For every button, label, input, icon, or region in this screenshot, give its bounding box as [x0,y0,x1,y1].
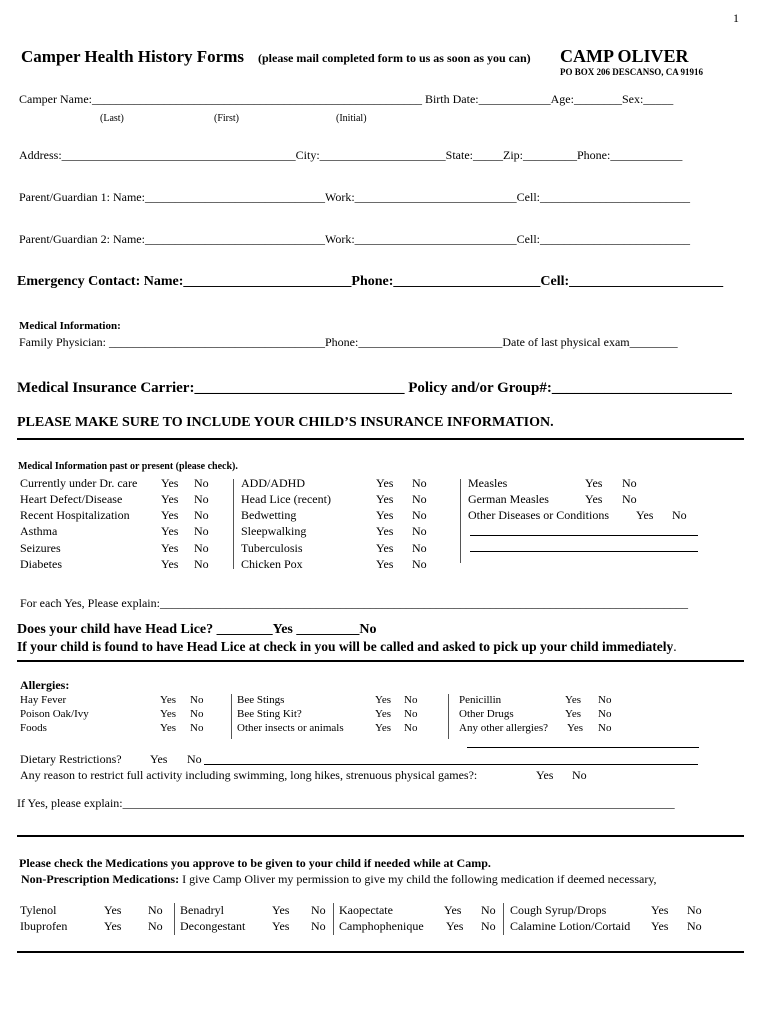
form-subtitle: (please mail completed form to us as soon as you can) [258,51,531,65]
yes-option[interactable]: Yes [636,508,654,522]
no-option[interactable]: No [481,919,496,933]
head-lice-question[interactable]: Does your child have Head Lice? ________Yes _________No [17,622,377,637]
allergy-label: Other Drugs [459,708,514,720]
yes-option[interactable]: Yes [376,492,394,506]
yes-option[interactable]: Yes [585,476,603,490]
no-option[interactable]: No [194,476,209,490]
no-option[interactable]: No [672,508,687,522]
other-condition-blank[interactable] [470,535,698,536]
non-prescription-note: Non-Prescription Medications: I give Camp Oliver my permission to give my child the following medication if deemed necessary, [21,872,657,886]
no-option[interactable]: No [187,752,202,766]
camp-name: CAMP OLIVER [560,46,689,66]
history-label: Asthma [20,524,58,538]
no-option[interactable]: No [404,694,418,706]
yes-option[interactable]: Yes [536,768,554,782]
yes-option[interactable]: Yes [272,919,290,933]
other-condition-blank[interactable] [470,551,698,552]
allergy-label: Bee Stings [237,694,285,706]
history-label: Diabetes [20,557,62,571]
history-heading: Medical Information past or present (please check). [18,461,238,472]
medication-label: Camphophenique [339,919,424,933]
no-option[interactable]: No [311,919,326,933]
insurance-field[interactable]: Medical Insurance Carrier:____________________________ Policy and/or Group#:________________________ [17,380,732,396]
no-option[interactable]: No [481,903,496,917]
yes-option[interactable]: Yes [161,508,179,522]
sub-initial-label: (Initial) [336,113,367,124]
no-option[interactable]: No [404,708,418,720]
allergy-label: Poison Oak/Ivy [20,708,89,720]
yes-option[interactable]: Yes [446,919,464,933]
history-explain-field[interactable]: For each Yes, Please explain:________________________________________________________________________________________ [20,596,688,610]
no-option[interactable]: No [148,903,163,917]
restrict-activity-question: Any reason to restrict full activity including swimming, long hikes, strenuous physical games?: [20,768,478,782]
allergy-label: Other insects or animals [237,722,344,734]
no-option[interactable]: No [412,541,427,555]
allergy-label: Penicillin [459,694,502,706]
medication-label: Calamine Lotion/Cortaid [510,919,631,933]
yes-option[interactable]: Yes [160,708,177,720]
no-option[interactable]: No [622,476,637,490]
history-label: Recent Hospitalization [20,508,130,522]
column-divider [448,694,449,739]
page-number: 1 [733,11,739,25]
sub-first-label: (First) [214,113,239,124]
history-label: Bedwetting [241,508,297,522]
yes-option[interactable]: Yes [375,694,392,706]
no-option[interactable]: No [194,557,209,571]
allergies-heading: Allergies: [20,678,70,692]
divider [17,438,744,440]
history-label: Measles [468,476,508,490]
parent1-field[interactable]: Parent/Guardian 1: Name:______________________________Work:___________________________Cell:_________________________ [19,190,690,204]
yes-option[interactable]: Yes [375,708,392,720]
yes-option[interactable]: Yes [150,752,168,766]
yes-option[interactable]: Yes [565,708,582,720]
yes-option[interactable]: Yes [272,903,290,917]
yes-option[interactable]: Yes [104,919,122,933]
no-option[interactable]: No [190,708,204,720]
medication-label: Kaopectate [339,903,393,917]
sub-last-label: (Last) [100,113,124,124]
no-option[interactable]: No [412,557,427,571]
other-allergies-blank[interactable] [467,747,699,748]
history-label: Other Diseases or Conditions [468,508,609,522]
no-option[interactable]: No [311,903,326,917]
insurance-notice: PLEASE MAKE SURE TO INCLUDE YOUR CHILD’S INSURANCE INFORMATION. [17,415,554,430]
camp-address: PO BOX 206 DESCANSO, CA 91916 [560,67,704,77]
no-option[interactable]: No [687,903,702,917]
yes-option[interactable]: Yes [161,476,179,490]
medication-label: Cough Syrup/Drops [510,903,607,917]
if-yes-explain-field[interactable]: If Yes, please explain:____________________________________________________________________________________________ [17,796,675,810]
allergy-label: Foods [20,722,47,734]
no-option[interactable]: No [148,919,163,933]
column-divider [503,903,504,935]
emergency-contact-field[interactable]: Emergency Contact: Name:________________________Phone:_____________________Cell:______________________ [17,274,724,289]
dietary-label: Dietary Restrictions? [20,752,122,766]
no-option[interactable]: No [190,694,204,706]
history-label: Heart Defect/Disease [20,492,123,506]
no-option[interactable]: No [194,541,209,555]
medical-info-heading: Medical Information: [19,320,121,332]
divider [17,660,744,662]
no-option[interactable]: No [194,524,209,538]
column-divider [231,694,232,739]
yes-option[interactable]: Yes [104,903,122,917]
medication-label: Tylenol [20,903,57,917]
allergy-label: Bee Sting Kit? [237,708,302,720]
yes-option[interactable]: Yes [375,722,392,734]
yes-option[interactable]: Yes [565,694,582,706]
yes-option[interactable]: Yes [160,694,177,706]
no-option[interactable]: No [194,508,209,522]
history-label: Seizures [20,541,61,555]
no-option[interactable]: No [190,722,204,734]
history-label: Chicken Pox [241,557,303,571]
no-option[interactable]: No [194,492,209,506]
divider [17,835,744,837]
column-divider [460,479,461,563]
yes-option[interactable]: Yes [161,524,179,538]
yes-option[interactable]: Yes [444,903,462,917]
medication-label: Benadryl [180,903,224,917]
yes-option[interactable]: Yes [376,508,394,522]
yes-option[interactable]: Yes [161,541,179,555]
dietary-blank[interactable] [204,764,698,765]
allergy-label: Any other allergies? [459,722,548,734]
yes-option[interactable]: Yes [160,722,177,734]
no-option[interactable]: No [412,508,427,522]
history-label: Tuberculosis [241,541,303,555]
yes-option[interactable]: Yes [567,722,584,734]
divider [17,951,744,953]
yes-option[interactable]: Yes [161,492,179,506]
medications-heading: Please check the Medications you approve to be given to your child if needed while at Camp. [19,856,491,870]
column-divider [174,903,175,935]
yes-option[interactable]: Yes [651,919,669,933]
no-option[interactable]: No [412,492,427,506]
address-field[interactable]: Address:_______________________________________City:_____________________State:_____Zip:_________Phone:____________ [19,148,683,162]
yes-option[interactable]: Yes [161,557,179,571]
no-option[interactable]: No [412,524,427,538]
history-label: German Measles [468,492,549,506]
history-label: ADD/ADHD [241,476,305,490]
physician-field[interactable]: Family Physician: ____________________________________Phone:________________________Date of last physical exam________ [19,335,678,349]
parent2-field[interactable]: Parent/Guardian 2: Name:______________________________Work:___________________________Cell:_________________________ [19,232,690,246]
no-option[interactable]: No [622,492,637,506]
head-lice-warning: If your child is found to have Head Lice at check in you will be called and asked to pick up your child immediately. [17,639,677,654]
form-title: Camper Health History Forms [21,47,245,66]
history-label: Head Lice (recent) [241,492,331,506]
history-label: Sleepwalking [241,524,307,538]
yes-option[interactable]: Yes [376,557,394,571]
camper-name-field[interactable]: Camper Name:_______________________________________________________ Birth Date:____________Age:________Sex:_____ [19,92,674,106]
no-option[interactable]: No [412,476,427,490]
medication-label: Decongestant [180,919,246,933]
no-option[interactable]: No [598,722,612,734]
history-label: Currently under Dr. care [20,476,138,490]
no-option[interactable]: No [598,694,612,706]
medication-label: Ibuprofen [20,919,68,933]
yes-option[interactable]: Yes [376,541,394,555]
no-option[interactable]: No [404,722,418,734]
no-option[interactable]: No [572,768,587,782]
no-option[interactable]: No [687,919,702,933]
yes-option[interactable]: Yes [585,492,603,506]
yes-option[interactable]: Yes [651,903,669,917]
column-divider [333,903,334,935]
column-divider [233,479,234,569]
allergy-label: Hay Fever [20,694,67,706]
yes-option[interactable]: Yes [376,476,394,490]
yes-option[interactable]: Yes [376,524,394,538]
no-option[interactable]: No [598,708,612,720]
